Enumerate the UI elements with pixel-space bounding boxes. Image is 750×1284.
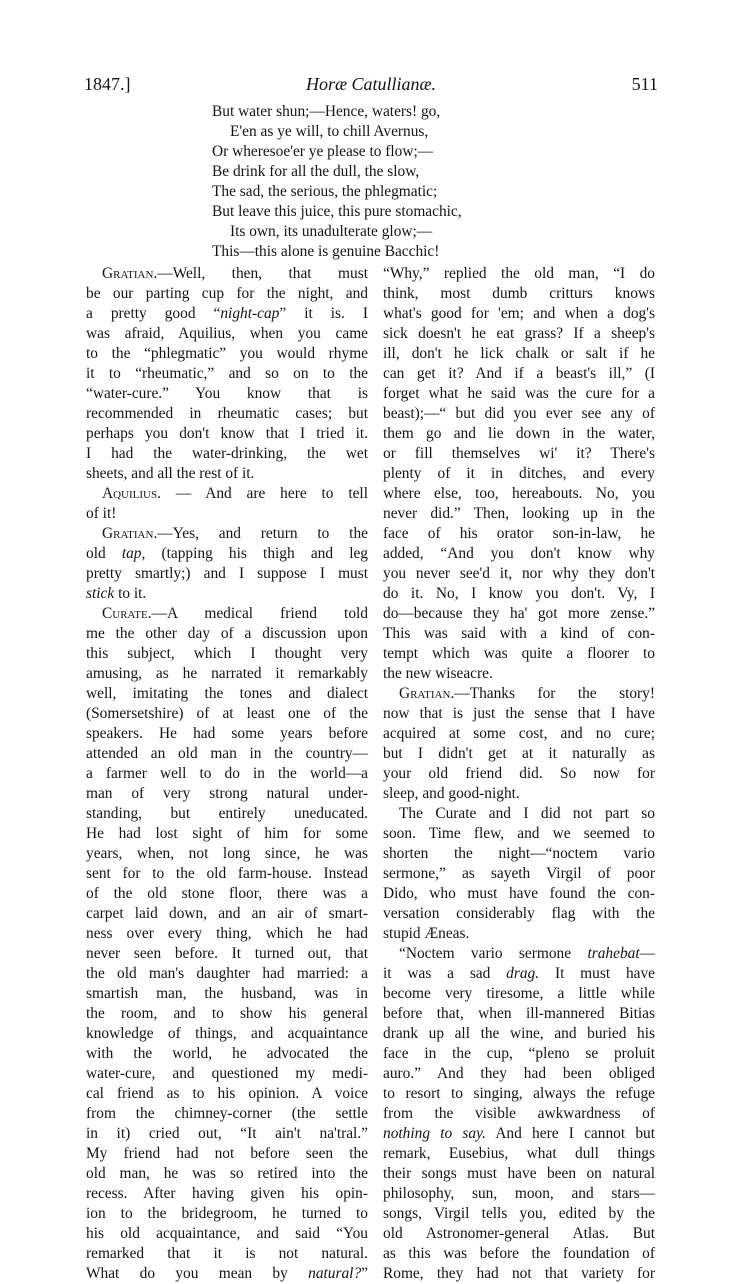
text-line: them go and lie down in the water, [383, 425, 655, 442]
text-line: sick doesn't he eat grass? If a sheep's [383, 325, 655, 342]
poem-line: But leave this juice, this pure stomachic, [212, 203, 462, 220]
text-line: a farmer well to do in the world—a [86, 765, 368, 782]
text-line: beast);—“ but did you ever see any of [383, 405, 655, 422]
text-line: This was said with a kind of con- [383, 625, 655, 642]
text-line: of the old stone floor, there was a [86, 885, 368, 902]
text-line: perhaps you don't know that I tried it. [86, 425, 368, 442]
text-line: added, “And you don't know why [383, 545, 655, 562]
text-line: attended an old man in the country— [86, 745, 368, 762]
speaker-name: Gratian. [102, 265, 158, 282]
text-line: think, most dumb critturs knows [383, 285, 655, 302]
text-line: ness over every thing, which he had [86, 925, 368, 942]
text-line: recommended in rheumatic cases; but [86, 405, 368, 422]
text-line: well, imitating the tones and dialect [86, 685, 368, 702]
text-line: it to “rheumatic,” and so on to the [86, 365, 368, 382]
text-line: where else, too, hereabouts. No, you [383, 485, 655, 502]
italic-text: tap, [121, 545, 146, 562]
text-line: with the world, he advocated the [86, 1045, 368, 1062]
italic-text: night-cap [220, 305, 280, 322]
text-line: old tap, (tapping his thigh and leg [86, 545, 369, 562]
page-number: 511 [631, 74, 658, 94]
text-line: versation considerably flag with the [383, 905, 655, 922]
speaker-name: Gratian. [102, 525, 158, 542]
text-line: old Astronomer-general Atlas. But [383, 1225, 655, 1242]
text-line: sermone,” as sayeth Virgil of poor [383, 865, 655, 882]
speaker-name: Gratian. [399, 685, 455, 702]
text-line: the room, and to show his general [86, 1005, 368, 1022]
text-line: can get it? And if a beast's ill,” (I [383, 365, 655, 382]
text-line: “water-cure.” You know that is [86, 385, 368, 402]
text-line: do it. No, I know you don't. Vy, I [383, 585, 655, 602]
text-line: or fill themselves wi' it? There's [383, 445, 655, 462]
text-line: from the chimney-corner (the settle [86, 1105, 368, 1122]
text-line: ion to the bridegroom, he turned to [86, 1205, 368, 1222]
text-line: from the visible awkwardness of [383, 1105, 655, 1122]
text-line: philosophy, sun, moon, and stars— [383, 1185, 655, 1202]
text-line: What do you mean by natural?” [86, 1265, 368, 1282]
text-line: but I didn't get at it naturally as [383, 745, 655, 762]
text-line: standing, but entirely uneducated. [86, 805, 368, 822]
text-line: water-cure, and questioned my medi- [86, 1065, 368, 1082]
text-line: before that, when ill-mannered Bitias [383, 1005, 655, 1022]
text-line: amusing, as he narrated it remarkably [86, 665, 368, 682]
text-line: sheets, and all the rest of it. [86, 465, 255, 482]
text-line: sleep, and good-night. [383, 785, 520, 802]
italic-text: stick [86, 585, 115, 602]
text-line: their songs must have been on natural [383, 1165, 655, 1182]
text-column-right [383, 264, 655, 1284]
text-line: this subject, which I thought very [86, 645, 368, 662]
text-line: acquired at some cost, and no cure; [383, 725, 655, 742]
italic-text: natural? [308, 1265, 362, 1282]
text-line: years, when, not long since, he was [86, 845, 368, 862]
speaker-name: Curate. [102, 605, 152, 622]
text-line: songs, Virgil tells you, edited by the [383, 1205, 655, 1222]
text-line: Gratian.—Well, then, that must [102, 265, 368, 282]
text-line: Rome, they had not that variety for [383, 1265, 655, 1282]
text-line: remark, Eusebius, what dull things [383, 1145, 655, 1162]
text-line: ill, don't he lick chalk or salt if he [383, 345, 655, 362]
text-line: it was a sad drag. It must have [383, 965, 655, 982]
text-line: nothing to say. And here I cannot but [383, 1125, 655, 1142]
header-year: 1847.] [84, 74, 131, 94]
text-line: never did.” Then, looking up in the [383, 505, 655, 522]
text-line: Gratian.—Yes, and return to the [102, 525, 368, 542]
text-line: sent for to the old farm-house. Instead [86, 865, 368, 882]
text-line: shorten the night—“noctem vario [383, 845, 655, 862]
text-line: stupid Æneas. [383, 925, 470, 942]
text-line: Gratian.—Thanks for the story! [399, 685, 655, 702]
poem-line: But water shun;—Hence, waters! go, [212, 103, 441, 120]
text-line: I had the water-drinking, the wet [86, 445, 368, 462]
text-line: My friend had not before seen the [86, 1145, 368, 1162]
text-line: knowledge of things, and acquaintance [86, 1025, 368, 1042]
text-line: Curate.—A medical friend told [102, 605, 368, 622]
text-line: tempt which was quite a floorer to [383, 645, 655, 662]
italic-text: nothing to say. [383, 1125, 486, 1142]
italic-text: trahebat [587, 945, 640, 962]
text-line: was afraid, Aquilius, when you came [86, 325, 368, 342]
text-line: do—because they ha' got more zense.” [383, 605, 655, 622]
text-line: forget what he said was the cure for a [383, 385, 655, 402]
text-line: pretty smartly;) and I suppose I must [86, 565, 368, 582]
text-line: the old man's daughter had married: a [86, 965, 368, 982]
poem-line: This—this alone is genuine Bacchic! [212, 243, 440, 260]
text-line: a pretty good “night-cap” it is. I [86, 305, 368, 322]
text-line: cal friend as to his opinion. A voice [86, 1085, 368, 1102]
poem-line: Or wheresoe'er ye please to flow;— [212, 143, 434, 160]
text-line: old man, he was so retired into the [86, 1165, 368, 1182]
poem-stanza [212, 102, 462, 262]
running-header [84, 74, 658, 98]
text-line: to resort to singing, always the refuge [383, 1085, 655, 1102]
text-line: face of his orator son-in-law, he [383, 525, 655, 542]
text-line: what's good for 'em; and when a dog's [383, 305, 655, 322]
text-line: Aquilius. — And are here to tell [102, 485, 368, 502]
text-line: soon. Time flew, and we seemed to [383, 825, 655, 842]
text-line: the new wiseacre. [383, 665, 493, 682]
text-line: never seen before. It turned out, that [86, 945, 368, 962]
poem-line: The sad, the serious, the phlegmatic; [212, 183, 438, 200]
text-line: speakers. He had some years before [86, 725, 368, 742]
text-line: face in the cup, “pleno se proluit [383, 1045, 655, 1062]
italic-text: drag. [506, 965, 540, 982]
text-line: carpet laid down, and an air of smart- [86, 905, 368, 922]
text-line: The Curate and I did not part so [399, 805, 655, 822]
speaker-name: Aquilius. [102, 485, 161, 502]
text-line: as this was before the foundation of [383, 1245, 655, 1262]
text-line: man of very strong natural under- [86, 785, 368, 802]
text-line: (Somersetshire) of at least one of the [86, 705, 368, 722]
text-line: be our parting cup for the night, and [86, 285, 368, 302]
text-line: of it! [86, 505, 117, 522]
text-line: drank up all the wine, and buried his [383, 1025, 655, 1042]
text-column-left [86, 264, 368, 1284]
poem-line: E'en as ye will, to chill Avernus, [230, 123, 429, 140]
text-line: you never see'd it, nor why they don't [383, 565, 655, 582]
text-line: recess. After having given his opin- [86, 1185, 368, 1202]
text-line: Dido, who must have found the con- [383, 885, 655, 902]
text-line: now that is just the sense that I have [383, 705, 655, 722]
text-line: me the other day of a discussion upon [86, 625, 368, 642]
poem-line: Its own, its unadulterate glow;— [230, 223, 433, 240]
text-line: your old friend did. So now for [383, 765, 655, 782]
text-line: in it) cried out, “It ain't na'tral.” [86, 1125, 368, 1142]
text-line: “Noctem vario sermone trahebat— [399, 945, 655, 962]
text-line: to the “phlegmatic” you would rhyme [86, 345, 368, 362]
text-line: smartish man, the husband, was in [86, 985, 368, 1002]
text-line: become very tiresome, a little while [383, 985, 655, 1002]
text-line: plenty of it in ditches, and every [383, 465, 655, 482]
header-title: Horæ Catullianæ. [305, 74, 437, 94]
poem-line: Be drink for all the dull, the slow, [212, 163, 420, 180]
text-line: auro.” And they had been obliged [383, 1065, 655, 1082]
text-line: He had lost sight of him for some [86, 825, 368, 842]
text-line: “Why,” replied the old man, “I do [383, 265, 655, 282]
text-line: remarked that it is not natural. [86, 1245, 368, 1262]
text-line: his old acquaintance, and said “You [86, 1225, 368, 1242]
text-line: stick to it. [86, 585, 147, 602]
